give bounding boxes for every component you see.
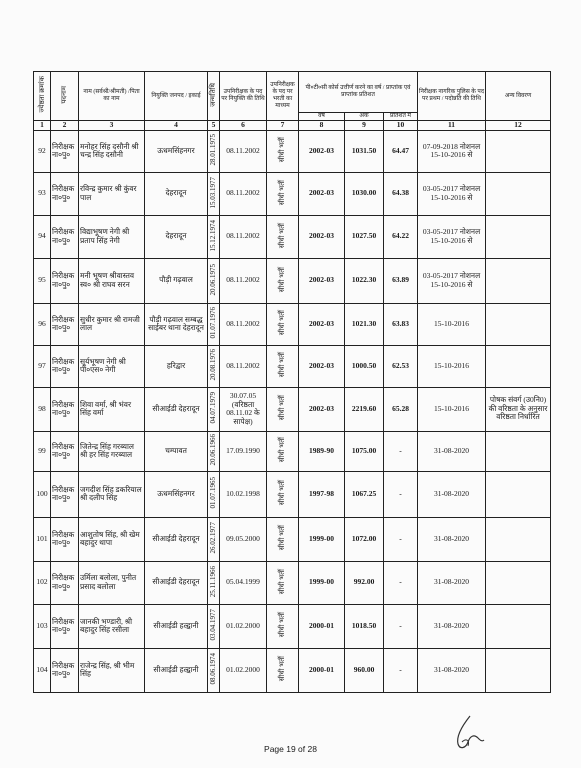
inspector-date: 31-08-2020 — [418, 517, 486, 561]
recruitment-mode: सीधी भर्ती — [267, 345, 299, 387]
other-details — [486, 561, 551, 604]
recruitment-mode: सीधी भर्ती — [267, 303, 299, 345]
header-appointment-date: उपनिरीक्षक के पद पर नियुक्ति की तिथि — [220, 72, 267, 121]
posting-unit: चम्पावत — [145, 431, 208, 471]
table-row — [34, 561, 551, 604]
recruitment-mode: सीधी भर्ती — [267, 471, 299, 517]
header-recruitment-mode: उपनिरीक्षक के पद पर भरती का माध्यम — [267, 72, 299, 121]
date-of-birth: 20.08.1976 — [208, 345, 220, 387]
inspector-date: 31-08-2020 — [418, 604, 486, 648]
other-details: पोषक संवर्ग (उ0नि0) की वरिष्ठता के अनुसार वरिष्ठता निर्धारित — [486, 387, 551, 431]
officer-name: मनी भूषण श्रीवास्तव स्व० श्री राघव सरन — [79, 258, 145, 303]
course-marks: 1022.30 — [345, 258, 384, 303]
course-year: 2002-03 — [299, 130, 345, 172]
post-title: निरीक्षक ना०पु० — [51, 303, 79, 345]
date-of-birth: 26.02.1977 — [208, 517, 220, 561]
course-year: 1999-00 — [299, 561, 345, 604]
appointment-date: 17.09.1990 — [220, 431, 267, 471]
appointment-date: 30.07.05 (वरिष्ठता 08.11.02 के सापेक्ष) — [220, 387, 267, 431]
seniority-number: 98 — [34, 387, 51, 431]
course-year: 2002-03 — [299, 258, 345, 303]
recruitment-mode: सीधी भर्ती — [267, 604, 299, 648]
recruitment-mode: सीधी भर्ती — [267, 431, 299, 471]
other-details — [486, 604, 551, 648]
post-title: निरीक्षक ना०पु० — [51, 215, 79, 258]
recruitment-mode: सीधी भर्ती — [267, 215, 299, 258]
appointment-date: 05.04.1999 — [220, 561, 267, 604]
other-details — [486, 431, 551, 471]
column-number: 6 — [220, 121, 267, 131]
header-seniority-no: ज्येष्ठता क्रमांक — [34, 72, 51, 121]
table-row — [34, 517, 551, 561]
date-of-birth: 20.06.1975 — [208, 258, 220, 303]
course-marks: 1072.00 — [345, 517, 384, 561]
officer-name: विद्याभूषण नेगी श्री प्रताप सिंह नेगी — [79, 215, 145, 258]
seniority-number: 101 — [34, 517, 51, 561]
recruitment-mode: सीधी भर्ती — [267, 387, 299, 431]
course-marks: 1031.50 — [345, 130, 384, 172]
course-marks: 2219.60 — [345, 387, 384, 431]
column-number-row — [34, 121, 551, 131]
course-percent: 64.22 — [384, 215, 418, 258]
course-year: 1999-00 — [299, 517, 345, 561]
other-details — [486, 345, 551, 387]
other-details — [486, 258, 551, 303]
seniority-number: 100 — [34, 471, 51, 517]
header-marks: अंक — [345, 113, 384, 121]
table-row — [34, 258, 551, 303]
course-percent: 62.53 — [384, 345, 418, 387]
course-year: 2002-03 — [299, 345, 345, 387]
header-inspector-date: निरीक्षक नागरिक पुलिस के पद पर प्रथम / पदोन्नति की तिथि — [418, 72, 486, 121]
date-of-birth: 25.11.1966 — [208, 561, 220, 604]
inspector-date: 15-10-2016 — [418, 345, 486, 387]
officer-name: सूर्यभूषण नेगी श्री पी०एस० नेगी — [79, 345, 145, 387]
course-year: 1997-98 — [299, 471, 345, 517]
seniority-number: 95 — [34, 258, 51, 303]
column-number: 3 — [79, 121, 145, 131]
course-year: 2002-03 — [299, 172, 345, 215]
posting-unit: ऊधमसिंहनगर — [145, 130, 208, 172]
post-title: निरीक्षक ना०पु० — [51, 604, 79, 648]
column-number: 10 — [384, 121, 418, 131]
inspector-date: 31-08-2020 — [418, 431, 486, 471]
course-year: 2000-01 — [299, 604, 345, 648]
appointment-date: 09.05.2000 — [220, 517, 267, 561]
table-row — [34, 130, 551, 172]
appointment-date: 08.11.2002 — [220, 345, 267, 387]
posting-unit: हरिद्वार — [145, 345, 208, 387]
appointment-date: 01.02.2000 — [220, 648, 267, 692]
seniority-number: 93 — [34, 172, 51, 215]
course-percent: - — [384, 648, 418, 692]
inspector-date: 07-09-2018 नोशनल 15-10-2016 से — [418, 130, 486, 172]
seniority-number: 97 — [34, 345, 51, 387]
inspector-date: 03-05-2017 नोशनल 15-10-2016 से — [418, 258, 486, 303]
course-percent: - — [384, 431, 418, 471]
column-number: 11 — [418, 121, 486, 131]
inspector-date: 31-08-2020 — [418, 561, 486, 604]
date-of-birth: 08.06.1974 — [208, 648, 220, 692]
course-marks: 1030.00 — [345, 172, 384, 215]
course-marks: 1021.30 — [345, 303, 384, 345]
column-number: 4 — [145, 121, 208, 131]
table-row — [34, 431, 551, 471]
date-of-birth: 01.07.1965 — [208, 471, 220, 517]
course-marks: 992.00 — [345, 561, 384, 604]
seniority-number: 104 — [34, 648, 51, 692]
post-title: निरीक्षक ना०पु० — [51, 471, 79, 517]
officer-name: जानकी भण्डारी, श्री बहादुर सिंह रसीला — [79, 604, 145, 648]
appointment-date: 08.11.2002 — [220, 303, 267, 345]
page-number: Page 19 of 28 — [264, 744, 317, 754]
other-details — [486, 215, 551, 258]
course-marks: 1067.25 — [345, 471, 384, 517]
inspector-date: 31-08-2020 — [418, 471, 486, 517]
inspector-date: 03-05-2017 नोशनल 15-10-2016 से — [418, 172, 486, 215]
course-marks: 1075.00 — [345, 431, 384, 471]
course-percent: - — [384, 471, 418, 517]
course-percent: - — [384, 561, 418, 604]
post-title: निरीक्षक ना०पु० — [51, 387, 79, 431]
table-row — [34, 604, 551, 648]
inspector-date: 15-10-2016 — [418, 303, 486, 345]
post-title: निरीक्षक ना०पु० — [51, 561, 79, 604]
officer-name: रविन्द्र कुमार श्री कुंवर पाल — [79, 172, 145, 215]
seniority-number: 99 — [34, 431, 51, 471]
posting-unit: पौड़ी गढ़वाल सम्बद्ध साईबर थाना देहरादून — [145, 303, 208, 345]
date-of-birth: 28.01.1975 — [208, 130, 220, 172]
table-row — [34, 303, 551, 345]
signature-mark — [448, 712, 488, 757]
officer-name: राजेन्द्र सिंह, श्री भीम सिंह — [79, 648, 145, 692]
header-year: वर्ष — [299, 113, 345, 121]
course-percent: - — [384, 604, 418, 648]
inspector-date: 31-08-2020 — [418, 648, 486, 692]
column-number: 9 — [345, 121, 384, 131]
posting-unit: सीआईडी देहरादून — [145, 517, 208, 561]
course-percent: 64.38 — [384, 172, 418, 215]
course-year: 2002-03 — [299, 387, 345, 431]
other-details — [486, 172, 551, 215]
appointment-date: 01.02.2000 — [220, 604, 267, 648]
recruitment-mode: सीधी भर्ती — [267, 172, 299, 215]
post-title: निरीक्षक ना०पु० — [51, 648, 79, 692]
column-number: 2 — [51, 121, 79, 131]
officer-name: जगदीश सिंह डकरियाल श्री दलीप सिंह — [79, 471, 145, 517]
recruitment-mode: सीधी भर्ती — [267, 130, 299, 172]
recruitment-mode: सीधी भर्ती — [267, 517, 299, 561]
header-other-details: अन्य विवरण — [486, 72, 551, 121]
other-details — [486, 471, 551, 517]
posting-unit: पौड़ी गढ़वाल — [145, 258, 208, 303]
header-posting: नियुक्ति जनपद / इकाई — [145, 72, 208, 121]
header-post: पदनाम — [51, 72, 79, 121]
seniority-number: 92 — [34, 130, 51, 172]
date-of-birth: 04.07.1979 — [208, 387, 220, 431]
inspector-date: 03-05-2017 नोशनल 15-10-2016 से — [418, 215, 486, 258]
post-title: निरीक्षक ना०पु० — [51, 172, 79, 215]
table-row — [34, 387, 551, 431]
course-percent: 64.47 — [384, 130, 418, 172]
officer-name: मनोहर सिंह दसौनी श्री चन्द्र सिंह दसौनी — [79, 130, 145, 172]
posting-unit: देहरादून — [145, 215, 208, 258]
posting-unit: सीआईडी देहरादून — [145, 387, 208, 431]
table-row — [34, 648, 551, 692]
seniority-number: 94 — [34, 215, 51, 258]
post-title: निरीक्षक ना०पु० — [51, 431, 79, 471]
recruitment-mode: सीधी भर्ती — [267, 258, 299, 303]
course-percent: 65.28 — [384, 387, 418, 431]
posting-unit: ऊधमसिंहनगर — [145, 471, 208, 517]
posting-unit: सीआईडी हल्द्वानी — [145, 604, 208, 648]
seniority-number: 96 — [34, 303, 51, 345]
post-title: निरीक्षक ना०पु० — [51, 258, 79, 303]
course-marks: 1018.50 — [345, 604, 384, 648]
officer-name: जितेन्द्र सिंह गरब्याल श्री हर सिंह गरब्याल — [79, 431, 145, 471]
posting-unit: सीआईडी हल्द्वानी — [145, 648, 208, 692]
recruitment-mode: सीधी भर्ती — [267, 648, 299, 692]
appointment-date: 08.11.2002 — [220, 172, 267, 215]
table-row — [34, 471, 551, 517]
header-dob: जन्मतिथि — [208, 72, 220, 121]
course-percent: - — [384, 517, 418, 561]
column-number: 12 — [486, 121, 551, 131]
header-percent: प्रतिशत में — [384, 113, 418, 121]
date-of-birth: 15.12.1974 — [208, 215, 220, 258]
header-course-group: पी०टी०सी कोर्स उत्तीर्ण करने का वर्ष / प्राप्तांक एवं प्राप्तांक प्रतिशत — [299, 72, 418, 113]
appointment-date: 08.11.2002 — [220, 215, 267, 258]
other-details — [486, 130, 551, 172]
column-number: 7 — [267, 121, 299, 131]
inspector-date: 15-10-2016 — [418, 387, 486, 431]
other-details — [486, 303, 551, 345]
date-of-birth: 20.06.1966 — [208, 431, 220, 471]
table-body — [34, 130, 551, 692]
other-details — [486, 648, 551, 692]
appointment-date: 08.11.2002 — [220, 258, 267, 303]
column-number: 1 — [34, 121, 51, 131]
course-marks: 1027.50 — [345, 215, 384, 258]
course-year: 1989-90 — [299, 431, 345, 471]
officer-name: उर्मिला बलोला, पुनीत प्रसाद बलोला — [79, 561, 145, 604]
header-name: नाम (सर्वश्री/श्रीमती) /पिता का नाम — [79, 72, 145, 121]
recruitment-mode: सीधी भर्ती — [267, 561, 299, 604]
course-marks: 960.00 — [345, 648, 384, 692]
posting-unit: देहरादून — [145, 172, 208, 215]
post-title: निरीक्षक ना०पु० — [51, 345, 79, 387]
date-of-birth: 15.03.1977 — [208, 172, 220, 215]
appointment-date: 10.02.1998 — [220, 471, 267, 517]
seniority-table — [33, 71, 551, 693]
course-year: 2002-03 — [299, 303, 345, 345]
column-number: 5 — [208, 121, 220, 131]
table-row — [34, 345, 551, 387]
date-of-birth: 01.07.1976 — [208, 303, 220, 345]
seniority-number: 103 — [34, 604, 51, 648]
post-title: निरीक्षक ना०पु० — [51, 130, 79, 172]
table-row — [34, 172, 551, 215]
course-percent: 63.89 — [384, 258, 418, 303]
course-year: 2002-03 — [299, 215, 345, 258]
seniority-number: 102 — [34, 561, 51, 604]
date-of-birth: 03.04.1977 — [208, 604, 220, 648]
officer-name: शिवा वर्मा, श्री भंवर सिंह वर्मा — [79, 387, 145, 431]
appointment-date: 08.11.2002 — [220, 130, 267, 172]
course-percent: 63.83 — [384, 303, 418, 345]
officer-name: आशुतोष सिंह, श्री खेम बहादुर थापा — [79, 517, 145, 561]
officer-name: सुधीर कुमार श्री रामजी लाल — [79, 303, 145, 345]
other-details — [486, 517, 551, 561]
posting-unit: सीआईडी देहरादून — [145, 561, 208, 604]
table-row — [34, 215, 551, 258]
post-title: निरीक्षक ना०पु० — [51, 517, 79, 561]
course-year: 2000-01 — [299, 648, 345, 692]
column-number: 8 — [299, 121, 345, 131]
course-marks: 1000.50 — [345, 345, 384, 387]
